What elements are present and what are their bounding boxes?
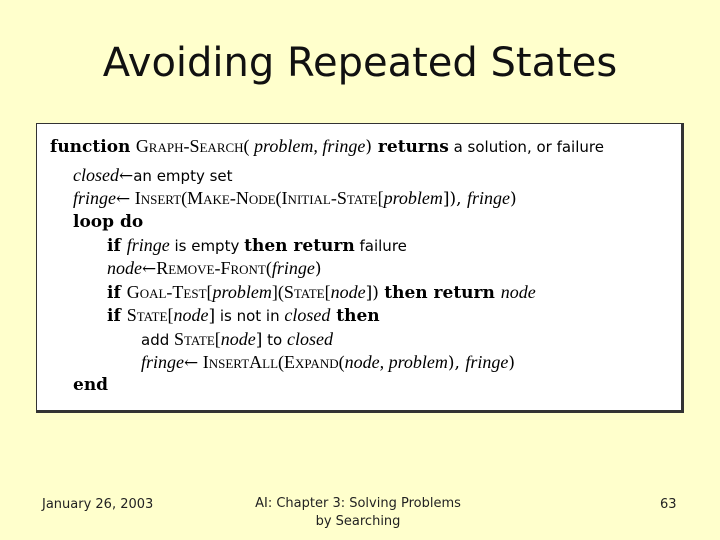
- code-line-loop: [73, 211, 143, 233]
- code-line-remove-front: [107, 257, 322, 279]
- state-call: ](State[: [271, 282, 331, 302]
- keyword-then: then: [330, 306, 380, 326]
- keyword-then-return: then return: [244, 236, 355, 256]
- goal-test-call: Goal-Test[: [126, 282, 213, 302]
- code-line-add-state: [141, 328, 333, 350]
- code-line-goal-test: [107, 281, 536, 303]
- arg-node: node: [173, 305, 209, 325]
- code-line-if-not-closed: [107, 304, 380, 326]
- code-line-insert-all: [141, 351, 515, 373]
- keyword-function: function: [50, 137, 131, 157]
- var-fringe: fringe: [141, 352, 184, 372]
- code-line-closed-init: [73, 164, 233, 186]
- code-line-function-header: [50, 135, 604, 157]
- expand-args: node, problem: [344, 352, 448, 372]
- function-close: ): [365, 137, 373, 157]
- footer-course-line2: by Searching: [315, 514, 401, 529]
- footer-course-line1: AI: Chapter 3: Solving Problems: [255, 496, 461, 511]
- arg-problem: problem: [383, 188, 443, 208]
- bracket-close: ]: [255, 330, 263, 350]
- keyword-if: if: [107, 283, 127, 303]
- assign-arrow: ←: [118, 166, 134, 186]
- var-closed: closed: [284, 305, 331, 325]
- insert-close: ]),: [442, 189, 467, 209]
- failure-text: failure: [354, 237, 407, 255]
- return-description: a solution, or failure: [448, 138, 604, 156]
- footer-course: [238, 495, 478, 531]
- code-line-if-empty: [107, 234, 407, 256]
- footer-page-number: 63: [660, 497, 677, 512]
- call-close: ),: [447, 353, 466, 373]
- arg-node: node: [220, 329, 256, 349]
- insert-all-call: InsertAll(Expand(: [198, 352, 345, 372]
- call-end: ): [508, 353, 516, 373]
- assign-arrow: ←: [184, 353, 199, 373]
- arg-problem: problem: [212, 282, 272, 302]
- code-line-end: [73, 374, 108, 396]
- state-call: State[: [126, 305, 174, 325]
- var-fringe: fringe: [126, 235, 170, 255]
- arg-fringe: fringe: [465, 352, 509, 372]
- is-not-in-text: is not in: [215, 307, 285, 325]
- slide-title: Avoiding Repeated States: [102, 40, 618, 86]
- insert-end: ): [510, 189, 517, 209]
- arg-fringe: fringe: [271, 258, 315, 278]
- empty-set-text: an empty set: [133, 167, 233, 185]
- arg-node: node: [330, 282, 366, 302]
- return-node: node: [500, 282, 536, 302]
- keyword-returns: returns: [372, 137, 449, 157]
- assign-arrow: ←: [142, 259, 157, 279]
- arg-fringe: fringe: [467, 188, 510, 208]
- call-close: ]): [365, 283, 385, 303]
- var-node: node: [107, 258, 142, 278]
- add-text: add: [141, 331, 175, 349]
- call-close: ): [314, 259, 322, 279]
- keyword-loop-do: loop do: [73, 212, 144, 232]
- insert-call: Insert(Make-Node(Initial-State[: [130, 188, 384, 208]
- var-fringe: fringe: [73, 188, 116, 208]
- keyword-end: end: [73, 375, 109, 395]
- assign-arrow: ←: [116, 189, 131, 209]
- footer-date: January 26, 2003: [42, 497, 154, 512]
- remove-front-call: Remove-Front(: [156, 258, 272, 278]
- keyword-then-return: then return: [384, 283, 501, 303]
- var-closed: closed: [73, 165, 119, 185]
- state-call: State[: [174, 329, 221, 349]
- var-closed: closed: [287, 329, 333, 349]
- keyword-if: if: [107, 236, 127, 256]
- code-line-fringe-init: [73, 187, 517, 209]
- bracket-close: ]: [208, 306, 216, 326]
- algorithm-box: [36, 123, 684, 413]
- function-args: problem, fringe: [249, 136, 366, 156]
- to-text: to: [262, 331, 287, 349]
- function-name: Graph-Search(: [135, 136, 250, 156]
- is-empty-text: is empty: [169, 237, 245, 255]
- keyword-if: if: [107, 306, 127, 326]
